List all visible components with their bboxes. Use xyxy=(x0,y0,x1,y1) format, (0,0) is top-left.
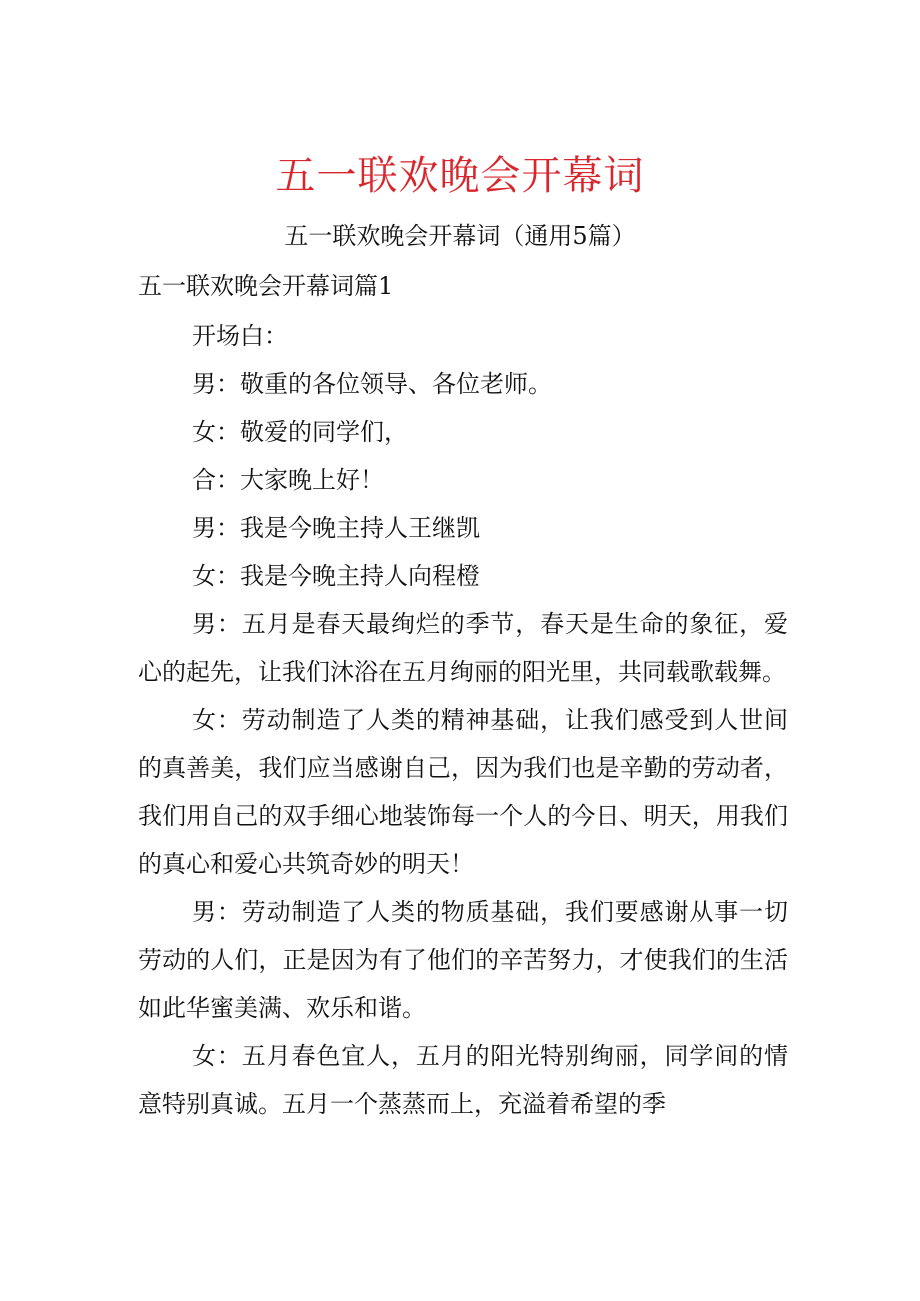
paragraph: 男：敬重的各位领导、各位老师。 xyxy=(192,370,552,398)
document-body xyxy=(138,312,788,1128)
paragraph: 女：敬爱的同学们， xyxy=(192,418,408,446)
paragraph: 男：我是今晚主持人王继凯 xyxy=(192,514,480,542)
section-heading: 五一联欢晚会开幕词篇1 xyxy=(138,272,394,300)
paragraph: 女：我是今晚主持人向程橙 xyxy=(192,562,480,590)
paragraph: 开场白： xyxy=(192,322,288,350)
paragraph: 男：五月是春天最绚烂的季节，春天是生命的象征，爱心的起先，让我们沐浴在五月绚丽的阳光里，共同载歌载舞。 xyxy=(138,610,788,686)
document-subtitle: 五一联欢晚会开幕词（通用5篇） xyxy=(284,222,636,250)
paragraph: 女：五月春色宜人，五月的阳光特别绚丽，同学间的情意特别真诚。五月一个蒸蒸而上，充溢着希望的季 xyxy=(138,1042,788,1118)
paragraph: 合：大家晚上好！ xyxy=(192,466,384,494)
paragraph: 男：劳动制造了人类的物质基础，我们要感谢从事一切劳动的人们，正是因为有了他们的辛苦努力，才使我们的生活如此华蜜美满、欢乐和谐。 xyxy=(138,898,788,1022)
document-title: 五一联欢晚会开幕词 xyxy=(275,153,645,199)
paragraph: 女：劳动制造了人类的精神基础，让我们感受到人世间的真善美，我们应当感谢自己，因为我们也是辛勤的劳动者，我们用自己的双手细心地装饰每一个人的今日、明天，用我们的真心和爱心共筑奇妙的明天！ xyxy=(138,706,788,878)
